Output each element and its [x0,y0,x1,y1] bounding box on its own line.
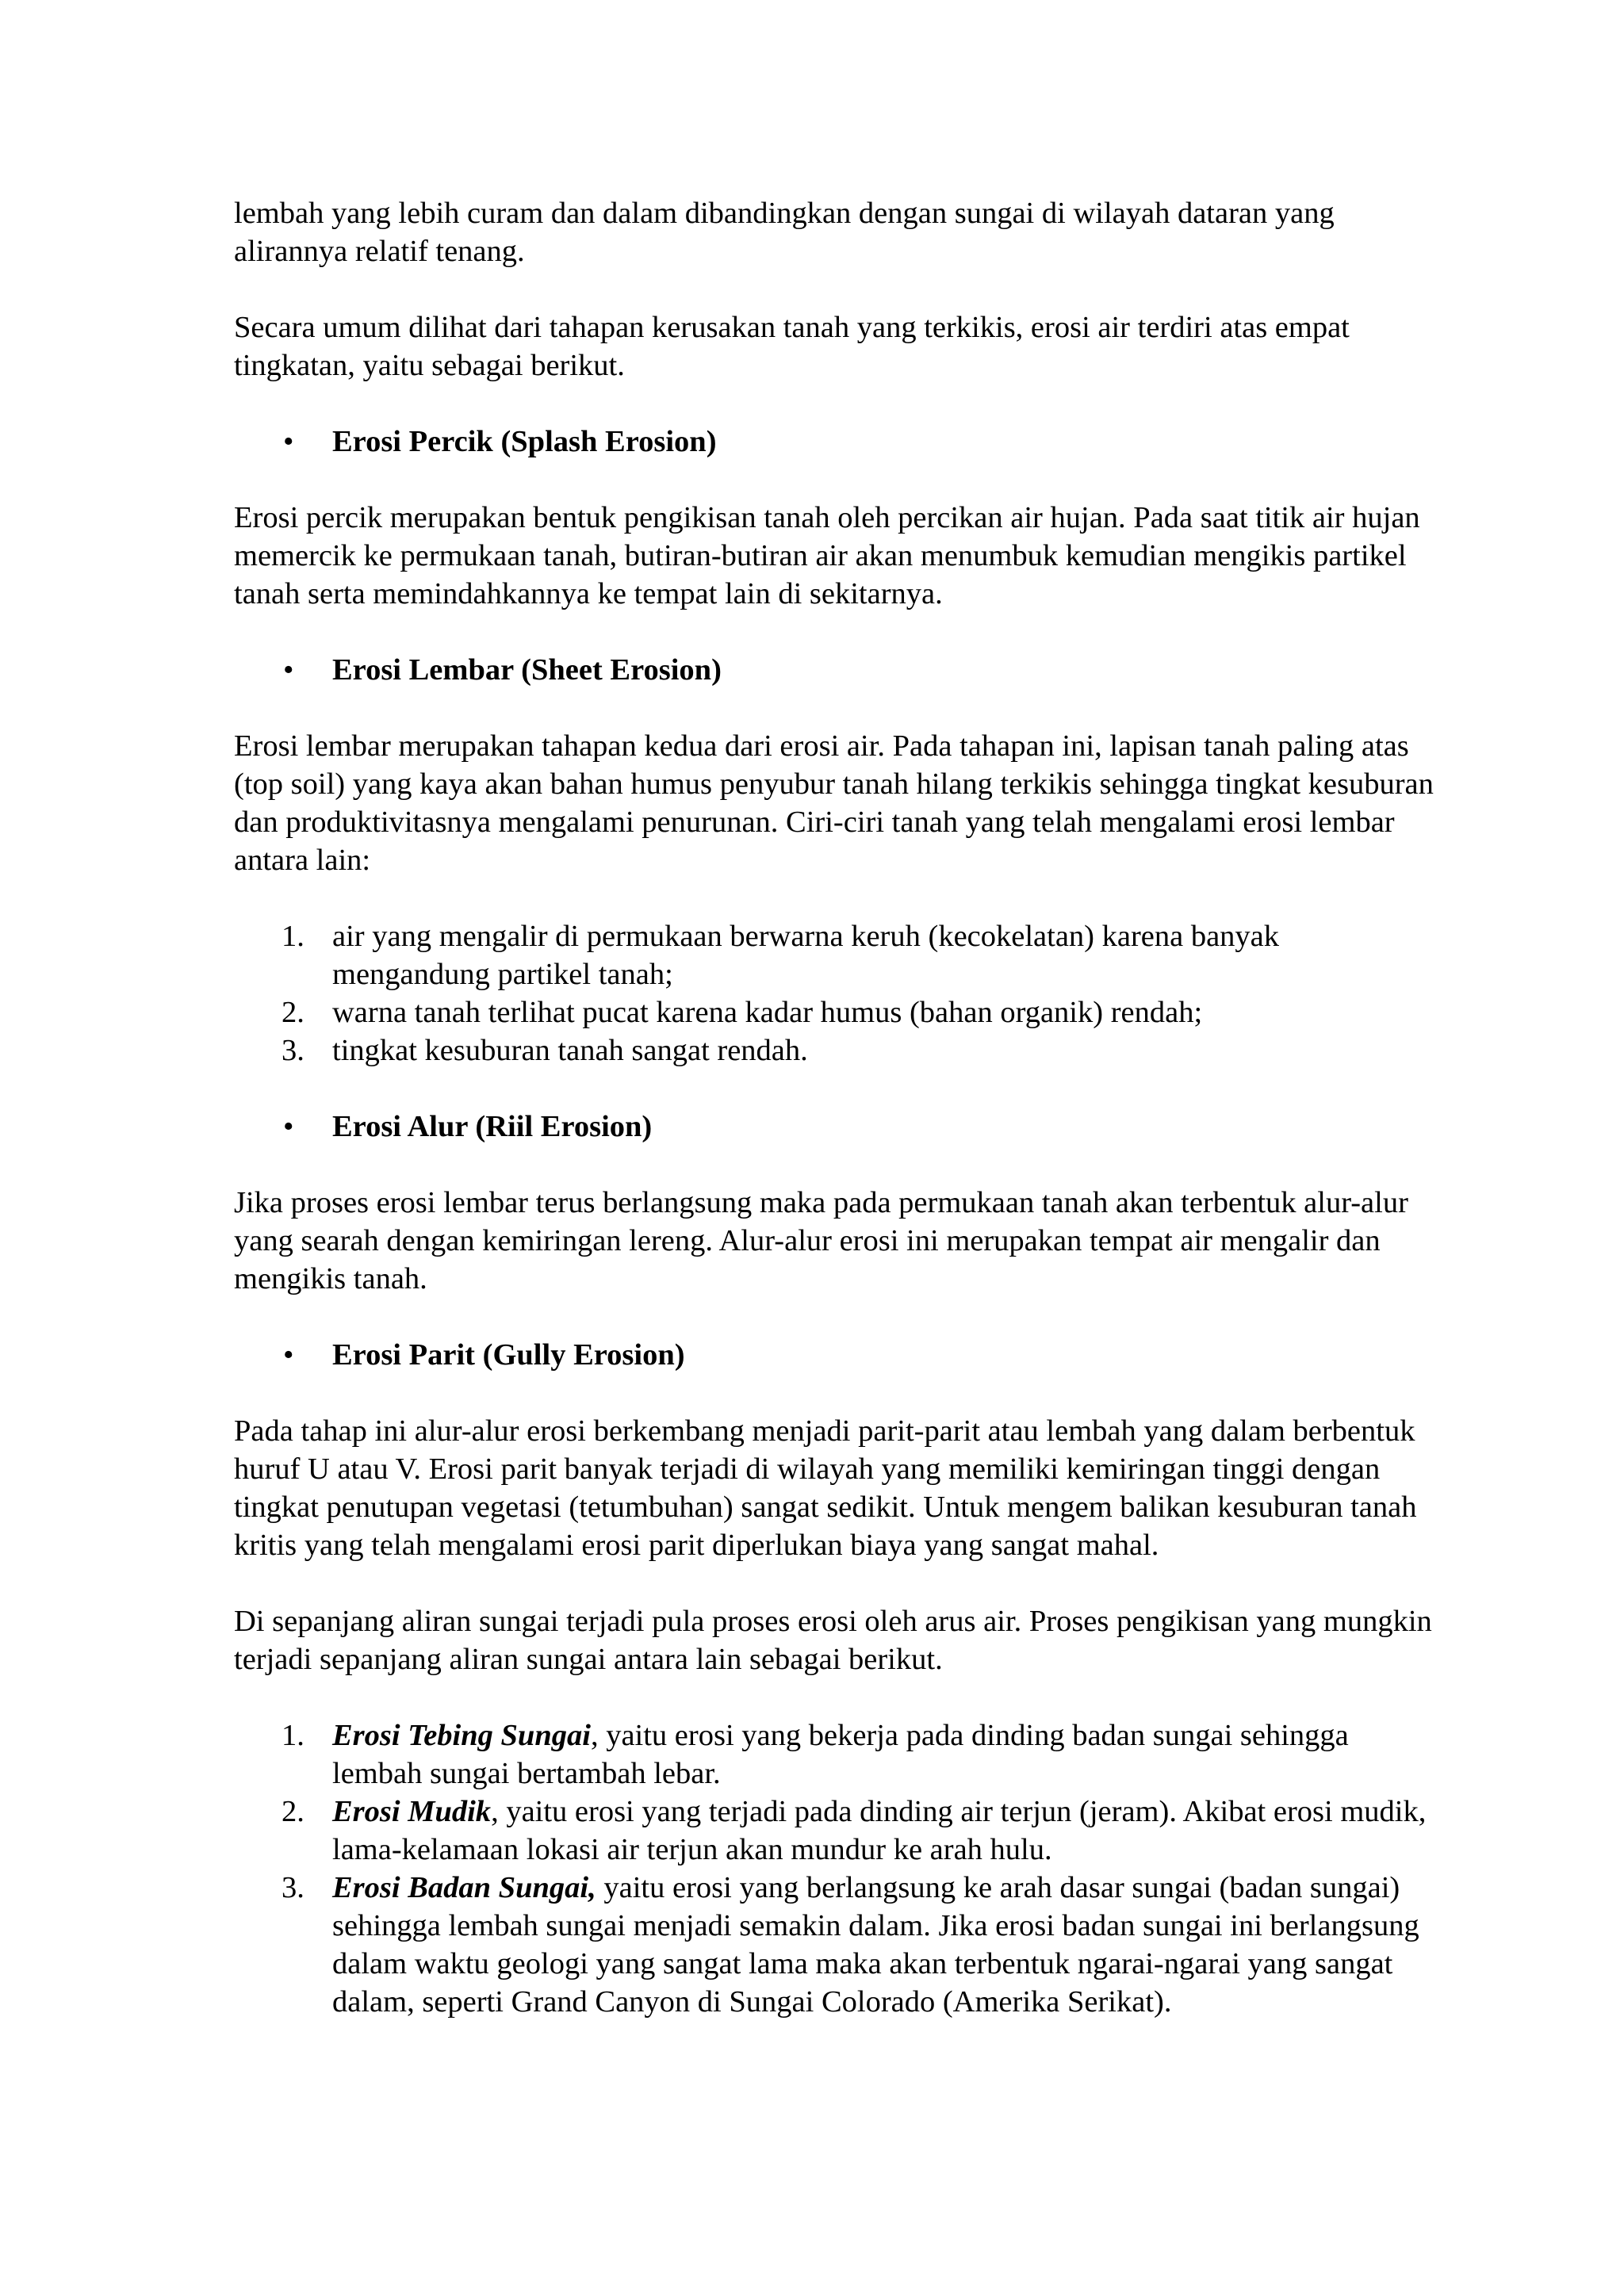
section-body-splash: Erosi percik merupakan bentuk pengikisan tanah oleh percikan air hujan. Pada saat titik air hujan memercik ke permukaan tanah, butiran-butiran air akan menumbuk kemudian mengikis partikel tanah serta memindahkannya ke tempat lain di sekitarnya. [234,501,1420,610]
list-item-text: , yaitu erosi yang terjadi pada dinding air terjun (jeram). Akibat erosi mudik, lama-kelamaan lokasi air terjun akan mundur ke arah hulu. [332,1795,1427,1866]
bullet-icon: • [283,1338,294,1372]
section-heading-text: Erosi Alur (Riil Erosion) [332,1110,653,1143]
section-heading-text: Erosi Parit (Gully Erosion) [332,1338,685,1372]
list-item-text: warna tanah terlihat pucat karena kadar humus (bahan organik) rendah; [332,996,1203,1029]
list-item-text: air yang mengalir di permukaan berwarna keruh (kecokelatan) karena banyak mengandung partikel tanah; [332,920,1279,991]
section-heading-text: Erosi Percik (Splash Erosion) [332,425,717,458]
list-item-number: 1. [282,920,304,953]
section-body-sheet: Erosi lembar merupakan tahapan kedua dari erosi air. Pada tahapan ini, lapisan tanah paling atas (top soil) yang kaya akan bahan humus penyubur tanah hilang terkikis sehingga tingkat kesuburan dan produktivitasnya mengalami penurunan. Ciri-ciri tanah yang telah mengalami erosi lembar antara lain: [234,729,1434,877]
list-item [234,1031,1439,1070]
section-heading-sheet [234,651,1439,689]
bullet-icon: • [283,653,294,687]
stages-intro-paragraph: Secara umum dilihat dari tahapan kerusakan tanah yang terkikis, erosi air terdiri atas empat tingkatan, yaitu sebagai berikut. [234,311,1350,382]
list-item-term: Erosi Tebing Sungai [332,1719,591,1752]
section-heading-rill [234,1108,1439,1146]
list-item-number: 3. [282,1871,304,1904]
section-body-gully: Pada tahap ini alur-alur erosi berkembang menjadi parit-parit atau lembah yang dalam berbentuk huruf U atau V. Erosi parit banyak terjadi di wilayah yang memiliki kemiringan tinggi dengan tingkat penutupan vegetasi (tetumbuhan) sangat sedikit. Untuk mengem balikan kesuburan tanah kritis yang telah mengalami erosi parit diperlukan biaya yang sangat mahal. [234,1414,1417,1562]
section-body-rill: Jika proses erosi lembar terus berlangsung maka pada permukaan tanah akan terbentuk alur-alur yang searah dengan kemiringan lereng. Alur-alur erosi ini merupakan tempat air mengalir dan mengikis tanah. [234,1186,1408,1295]
list-item-text: yaitu erosi yang berlangsung ke arah dasar sungai (badan sungai) sehingga lembah sungai menjadi semakin dalam. Jika erosi badan sungai ini berlangsung dalam waktu geologi yang sangat lama maka akan terbentuk ngarai-ngarai yang sangat dalam, seperti Grand Canyon di Sungai Colorado (Amerika Serikat). [332,1871,1419,2019]
list-item-number: 3. [282,1034,304,1067]
list-item-number: 2. [282,996,304,1029]
river-erosion-intro: Di sepanjang aliran sungai terjadi pula proses erosi oleh arus air. Proses pengikisan yang mungkin terjadi sepanjang aliran sungai antara lain sebagai berikut. [234,1605,1432,1676]
list-item-term: Erosi Badan Sungai, [332,1871,596,1904]
section-heading-gully [234,1336,1439,1374]
list-item [234,1716,1439,1793]
list-item [234,1869,1439,2021]
bullet-icon: • [283,1110,294,1143]
sheet-erosion-characteristics-list [234,917,1439,1070]
intro-paragraph: lembah yang lebih curam dan dalam dibandingkan dengan sungai di wilayah dataran yang alirannya relatif tenang. [234,197,1335,268]
list-item-number: 1. [282,1719,304,1752]
bullet-icon: • [283,425,294,458]
list-item-text: tingkat kesuburan tanah sangat rendah. [332,1034,808,1067]
river-erosion-list [234,1716,1439,2021]
list-item [234,993,1439,1031]
list-item-term: Erosi Mudik [332,1795,492,1828]
list-item-text: , yaitu erosi yang bekerja pada dinding badan sungai sehingga lembah sungai bertambah lebar. [332,1719,1349,1790]
list-item-number: 2. [282,1795,304,1828]
list-item [234,1793,1439,1869]
section-heading-text: Erosi Lembar (Sheet Erosion) [332,653,722,687]
section-heading-splash [234,423,1439,461]
list-item [234,917,1439,993]
document-page [234,194,1439,2059]
